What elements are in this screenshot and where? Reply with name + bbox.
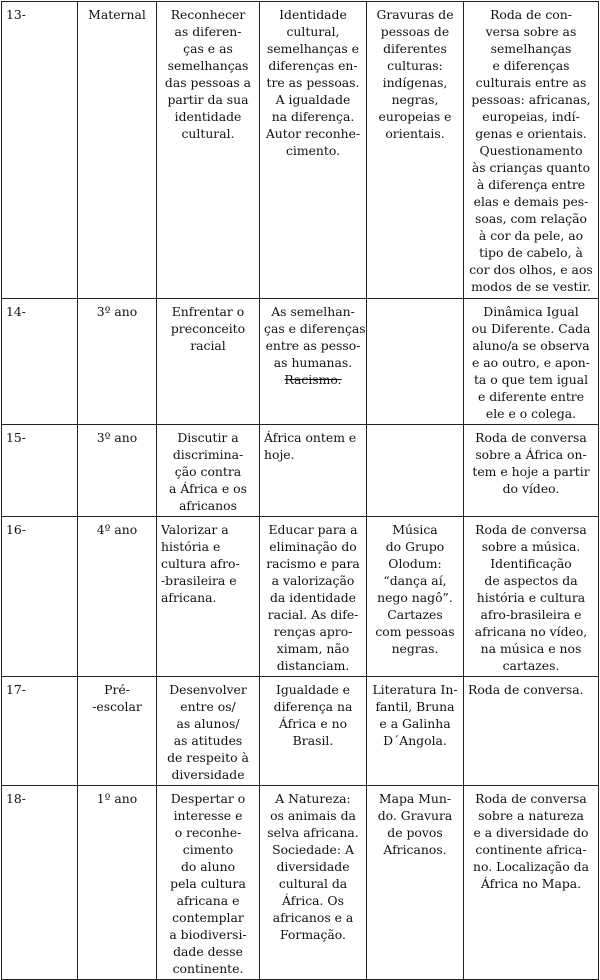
content-cell [260, 677, 367, 786]
cell-text-line: Roda de conversa [475, 430, 587, 445]
cell-text-line: ças e as [183, 41, 233, 56]
cell-text-line: Questionamento [479, 143, 583, 158]
cell-text-line: cimento [182, 842, 234, 857]
resources-cell [367, 786, 464, 980]
objective-cell [157, 517, 260, 677]
objective-cell [157, 677, 260, 786]
cell-text-line: negras. [391, 641, 439, 656]
row-number [2, 786, 78, 980]
cell-text-line: Identidade [279, 7, 347, 22]
cell-text-line: orientais. [385, 126, 445, 141]
cell-text-line: africanos e a [272, 910, 354, 925]
cell-text-line: semelhanças [167, 58, 249, 73]
resources-cell [367, 517, 464, 677]
cell-text-line: Valorizar a [161, 522, 229, 537]
cell-text-line: Reconhecer [170, 7, 246, 22]
cell-text-line: África no Mapa. [480, 876, 582, 891]
cell-text-line: os animais da [270, 808, 356, 823]
cell-text-line: no. Localização da [473, 859, 589, 874]
cell-text-line: África. Os [282, 893, 344, 908]
cell-text-line: ou Diferente. Cada [471, 321, 591, 336]
cell-text-line: Educar para a [268, 522, 358, 537]
content-cell [260, 2, 367, 299]
cell-text-line: as atitudes [173, 733, 243, 748]
cell-text-line: africanos [179, 498, 237, 513]
cell-text-line: semelhanças e [266, 41, 360, 56]
cell-text-line: genas e orientais. [475, 126, 587, 141]
cell-text-line: Olodum: [388, 556, 442, 571]
cell-text-line: Pré- [104, 682, 130, 697]
cell-text-line: cimento. [285, 143, 341, 158]
cell-text-line: 1º ano [96, 791, 138, 806]
cell-text-line: Cartazes [387, 607, 443, 622]
cell-text-line: 16- [6, 522, 26, 537]
content-cell [260, 786, 367, 980]
cell-text-line: cartazes. [502, 658, 560, 673]
cell-text-line: Roda de conversa. [468, 682, 584, 697]
level-cell [78, 299, 157, 425]
cell-text-line: África e no [278, 716, 348, 731]
table-row [2, 425, 599, 517]
cell-text-line: e diferente entre [477, 389, 585, 404]
cell-text-line: ção contra [174, 464, 242, 479]
cell-text-line: diversidade [276, 859, 350, 874]
cell-text-line: a valorização [271, 573, 355, 588]
cell-text-line: do Grupo [385, 539, 445, 554]
cell-text-line: cultura afro- [161, 556, 240, 571]
cell-text-line: diferença na [273, 699, 353, 714]
cell-text-line: 17- [6, 682, 26, 697]
cell-text-line: tre as pessoas. [266, 75, 360, 90]
cell-text-line: racial [190, 338, 226, 353]
cell-text-line: Discutir a [177, 430, 239, 445]
cell-text-line: versa sobre as [485, 24, 577, 39]
cell-text-line: às crianças quanto [471, 160, 591, 175]
cell-text-line: A Natureza: [275, 791, 351, 806]
cell-text-line: nego nagô”. [377, 590, 453, 605]
cell-text-line: ta o que tem igual [473, 372, 589, 387]
cell-text-line: preconceito [170, 321, 246, 336]
cell-text-line: e ao outro, e apon- [472, 355, 590, 370]
cell-text-line: afro-brasileira e [480, 607, 582, 622]
table-row [2, 677, 599, 786]
cell-text-line: hoje. [264, 447, 295, 462]
cell-text-line: partir da sua [167, 92, 249, 107]
cell-text-line: As semelhan- [271, 304, 355, 319]
cell-text-line: pessoas de [380, 24, 450, 39]
cell-text-line: à cor da pele, ao [478, 228, 584, 243]
resources-cell [367, 299, 464, 425]
cell-text-line: Roda de conversa [475, 791, 587, 806]
cell-text-line: racial. As dife- [267, 607, 359, 622]
level-cell [78, 517, 157, 677]
cell-text-line: distanciam. [276, 658, 350, 673]
cell-text-line: sobre a música. [481, 539, 581, 554]
cell-text-line: do. Gravura [377, 808, 453, 823]
cell-text-line: história e [161, 539, 221, 554]
table-row [2, 299, 599, 425]
methodology-cell [464, 425, 599, 517]
table-row [2, 786, 599, 980]
cell-text-line: “dança aí, [383, 573, 447, 588]
table-row [2, 517, 599, 677]
cell-text-line: de aspectos da [484, 573, 578, 588]
cell-text-line: ças e diferenças [264, 321, 366, 336]
objective-cell [157, 425, 260, 517]
level-cell [78, 677, 157, 786]
cell-text-line: de povos [387, 825, 443, 840]
cell-text-line: culturais entre as [475, 75, 587, 90]
methodology-cell [464, 2, 599, 299]
content-cell [260, 425, 367, 517]
cell-text-line: negras, [391, 92, 439, 107]
cell-text-line: diversidade [171, 767, 245, 782]
cell-text-line: 14- [6, 304, 26, 319]
cell-text-line: africana e [176, 893, 240, 908]
methodology-cell [464, 677, 599, 786]
cell-text-line: na diferença. [271, 109, 355, 124]
cell-text-line: modos de se vestir. [471, 279, 591, 294]
cell-text-line: cultural, [286, 24, 340, 39]
cell-text-line: a biodiversi- [169, 927, 247, 942]
cell-text-line: sobre a África on- [475, 447, 587, 462]
cell-text-line: eliminação do [269, 539, 357, 554]
cell-text-line: pela cultura [170, 876, 246, 891]
cell-text-line: a África e os [169, 481, 247, 496]
cell-text-line: Identificação [490, 556, 572, 571]
cell-text-line: 13- [6, 7, 26, 22]
cell-text-line: África ontem e [264, 430, 357, 445]
cell-text-line: -escolar [92, 699, 142, 714]
table-row [2, 2, 599, 299]
cell-text-line: as diferen- [174, 24, 242, 39]
cell-text-line: o reconhe- [174, 825, 242, 840]
cell-text-line: Roda de con- [490, 7, 572, 22]
cell-text-line: na música e nos [480, 641, 582, 656]
cell-text-line: 18- [6, 791, 26, 806]
cell-text-line: entre as pesso- [265, 338, 361, 353]
methodology-cell [464, 517, 599, 677]
cell-text-line: africana. [161, 590, 217, 605]
cell-text-line: sobre a natureza [478, 808, 584, 823]
cell-text-line: da identidade [270, 590, 356, 605]
row-number [2, 677, 78, 786]
cell-text-line: 4º ano [96, 522, 138, 537]
cell-text-line: à diferença entre [476, 177, 586, 192]
cell-text-line: fantil, Bruna [375, 699, 455, 714]
cell-text-line: discrimina- [172, 447, 244, 462]
cell-text-line: A igualdade [275, 92, 351, 107]
cell-text-line: as humanas. [273, 355, 353, 370]
cell-text-line: tipo de cabelo, à [479, 245, 583, 260]
resources-cell [367, 2, 464, 299]
cell-text-line: contemplar [172, 910, 244, 925]
cell-text-line: Igualdade e [275, 682, 350, 697]
cell-text-line: interesse e [173, 808, 243, 823]
resources-cell [367, 677, 464, 786]
cell-text-line: europeias e [378, 109, 452, 124]
cell-text-line: tem e hoje a partir [472, 464, 590, 479]
cell-text-line: renças apro- [273, 624, 353, 639]
cell-text-line: Roda de conversa [475, 522, 587, 537]
cell-text-line: Formação. [280, 927, 346, 942]
cell-text-line: 15- [6, 430, 26, 445]
row-number [2, 517, 78, 677]
cell-text-line: Desenvolver [169, 682, 247, 697]
methodology-cell [464, 299, 599, 425]
cell-text-line: e a diversidade do [473, 825, 589, 840]
level-cell [78, 2, 157, 299]
cell-text-line: semelhanças [490, 41, 572, 56]
cell-text-line: Gravuras de [376, 7, 454, 22]
cell-text-line: Despertar o [170, 791, 246, 806]
objective-cell [157, 299, 260, 425]
content-cell [260, 517, 367, 677]
row-number [2, 299, 78, 425]
cell-text-line: história e cultura [476, 590, 586, 605]
cell-text-line: 3º ano [96, 430, 138, 445]
content-cell [260, 299, 367, 425]
cell-text-line: cultural da [278, 876, 348, 891]
cell-text-line: identidade [174, 109, 242, 124]
cell-text-line: continente africa- [475, 842, 587, 857]
cell-text-line: -brasileira e [161, 573, 237, 588]
cell-text-line: Brasil. [292, 733, 334, 748]
cell-text-line: dade desse [173, 944, 243, 959]
cell-text-line: elas e demais pes- [473, 194, 589, 209]
cell-text-line: ximam, não [276, 641, 350, 656]
cell-text-line: do vídeo. [502, 481, 560, 496]
cell-text-line: soas, com relação [475, 211, 587, 226]
cell-text-line: cultural. [181, 126, 235, 141]
row-number [2, 425, 78, 517]
level-cell [78, 786, 157, 980]
cell-text-line: Africanos. [383, 842, 447, 857]
cell-text-line: indígenas, [382, 75, 448, 90]
cell-text-line: Sociedade: A [272, 842, 354, 857]
cell-text-line: Literatura In- [372, 682, 458, 697]
cell-text-line: e a Galinha [379, 716, 451, 731]
cell-text-line: as alunos/ [176, 716, 240, 731]
cell-text-line: diferenças en- [268, 58, 358, 73]
cell-text-line: africana no vídeo, [474, 624, 588, 639]
level-cell [78, 425, 157, 517]
resources-cell [367, 425, 464, 517]
cell-text-line: Dinâmica Igual [483, 304, 579, 319]
cell-text-line: de respeito à [167, 750, 249, 765]
cell-text-line: Enfrentar o [171, 304, 245, 319]
cell-text-line: Mapa Mun- [378, 791, 452, 806]
cell-text-line: D´Angola. [383, 733, 447, 748]
cell-text-line: racismo e para [266, 556, 360, 571]
activities-table [1, 1, 599, 980]
cell-text-line: com pessoas [375, 624, 455, 639]
objective-cell [157, 786, 260, 980]
cell-text-line: Autor reconhe- [265, 126, 361, 141]
cell-text-line: do aluno [180, 859, 236, 874]
cell-text-line: e diferenças [492, 58, 570, 73]
cell-text-line: aluno/a se observa [472, 338, 590, 353]
methodology-cell [464, 786, 599, 980]
cell-text-line: europeias, indí- [482, 109, 580, 124]
cell-text-line: Maternal [88, 7, 146, 22]
cell-text-line: das pessoas a [164, 75, 252, 90]
objective-cell [157, 2, 260, 299]
row-number [2, 2, 78, 299]
cell-text-line: continente. [172, 961, 244, 976]
struck-text: Racismo. [284, 372, 342, 387]
cell-text-line: pessoas: africanas, [471, 92, 591, 107]
cell-text-line: selva africana. [267, 825, 359, 840]
cell-text-line: 3º ano [96, 304, 138, 319]
cell-text-line: entre os/ [180, 699, 236, 714]
cell-text-line: ele e o colega. [485, 406, 577, 421]
cell-text-line: culturas: [387, 58, 443, 73]
cell-text-line: Música [392, 522, 438, 537]
cell-text-line: cor dos olhos, e aos [469, 262, 593, 277]
cell-text-line: diferentes [383, 41, 447, 56]
